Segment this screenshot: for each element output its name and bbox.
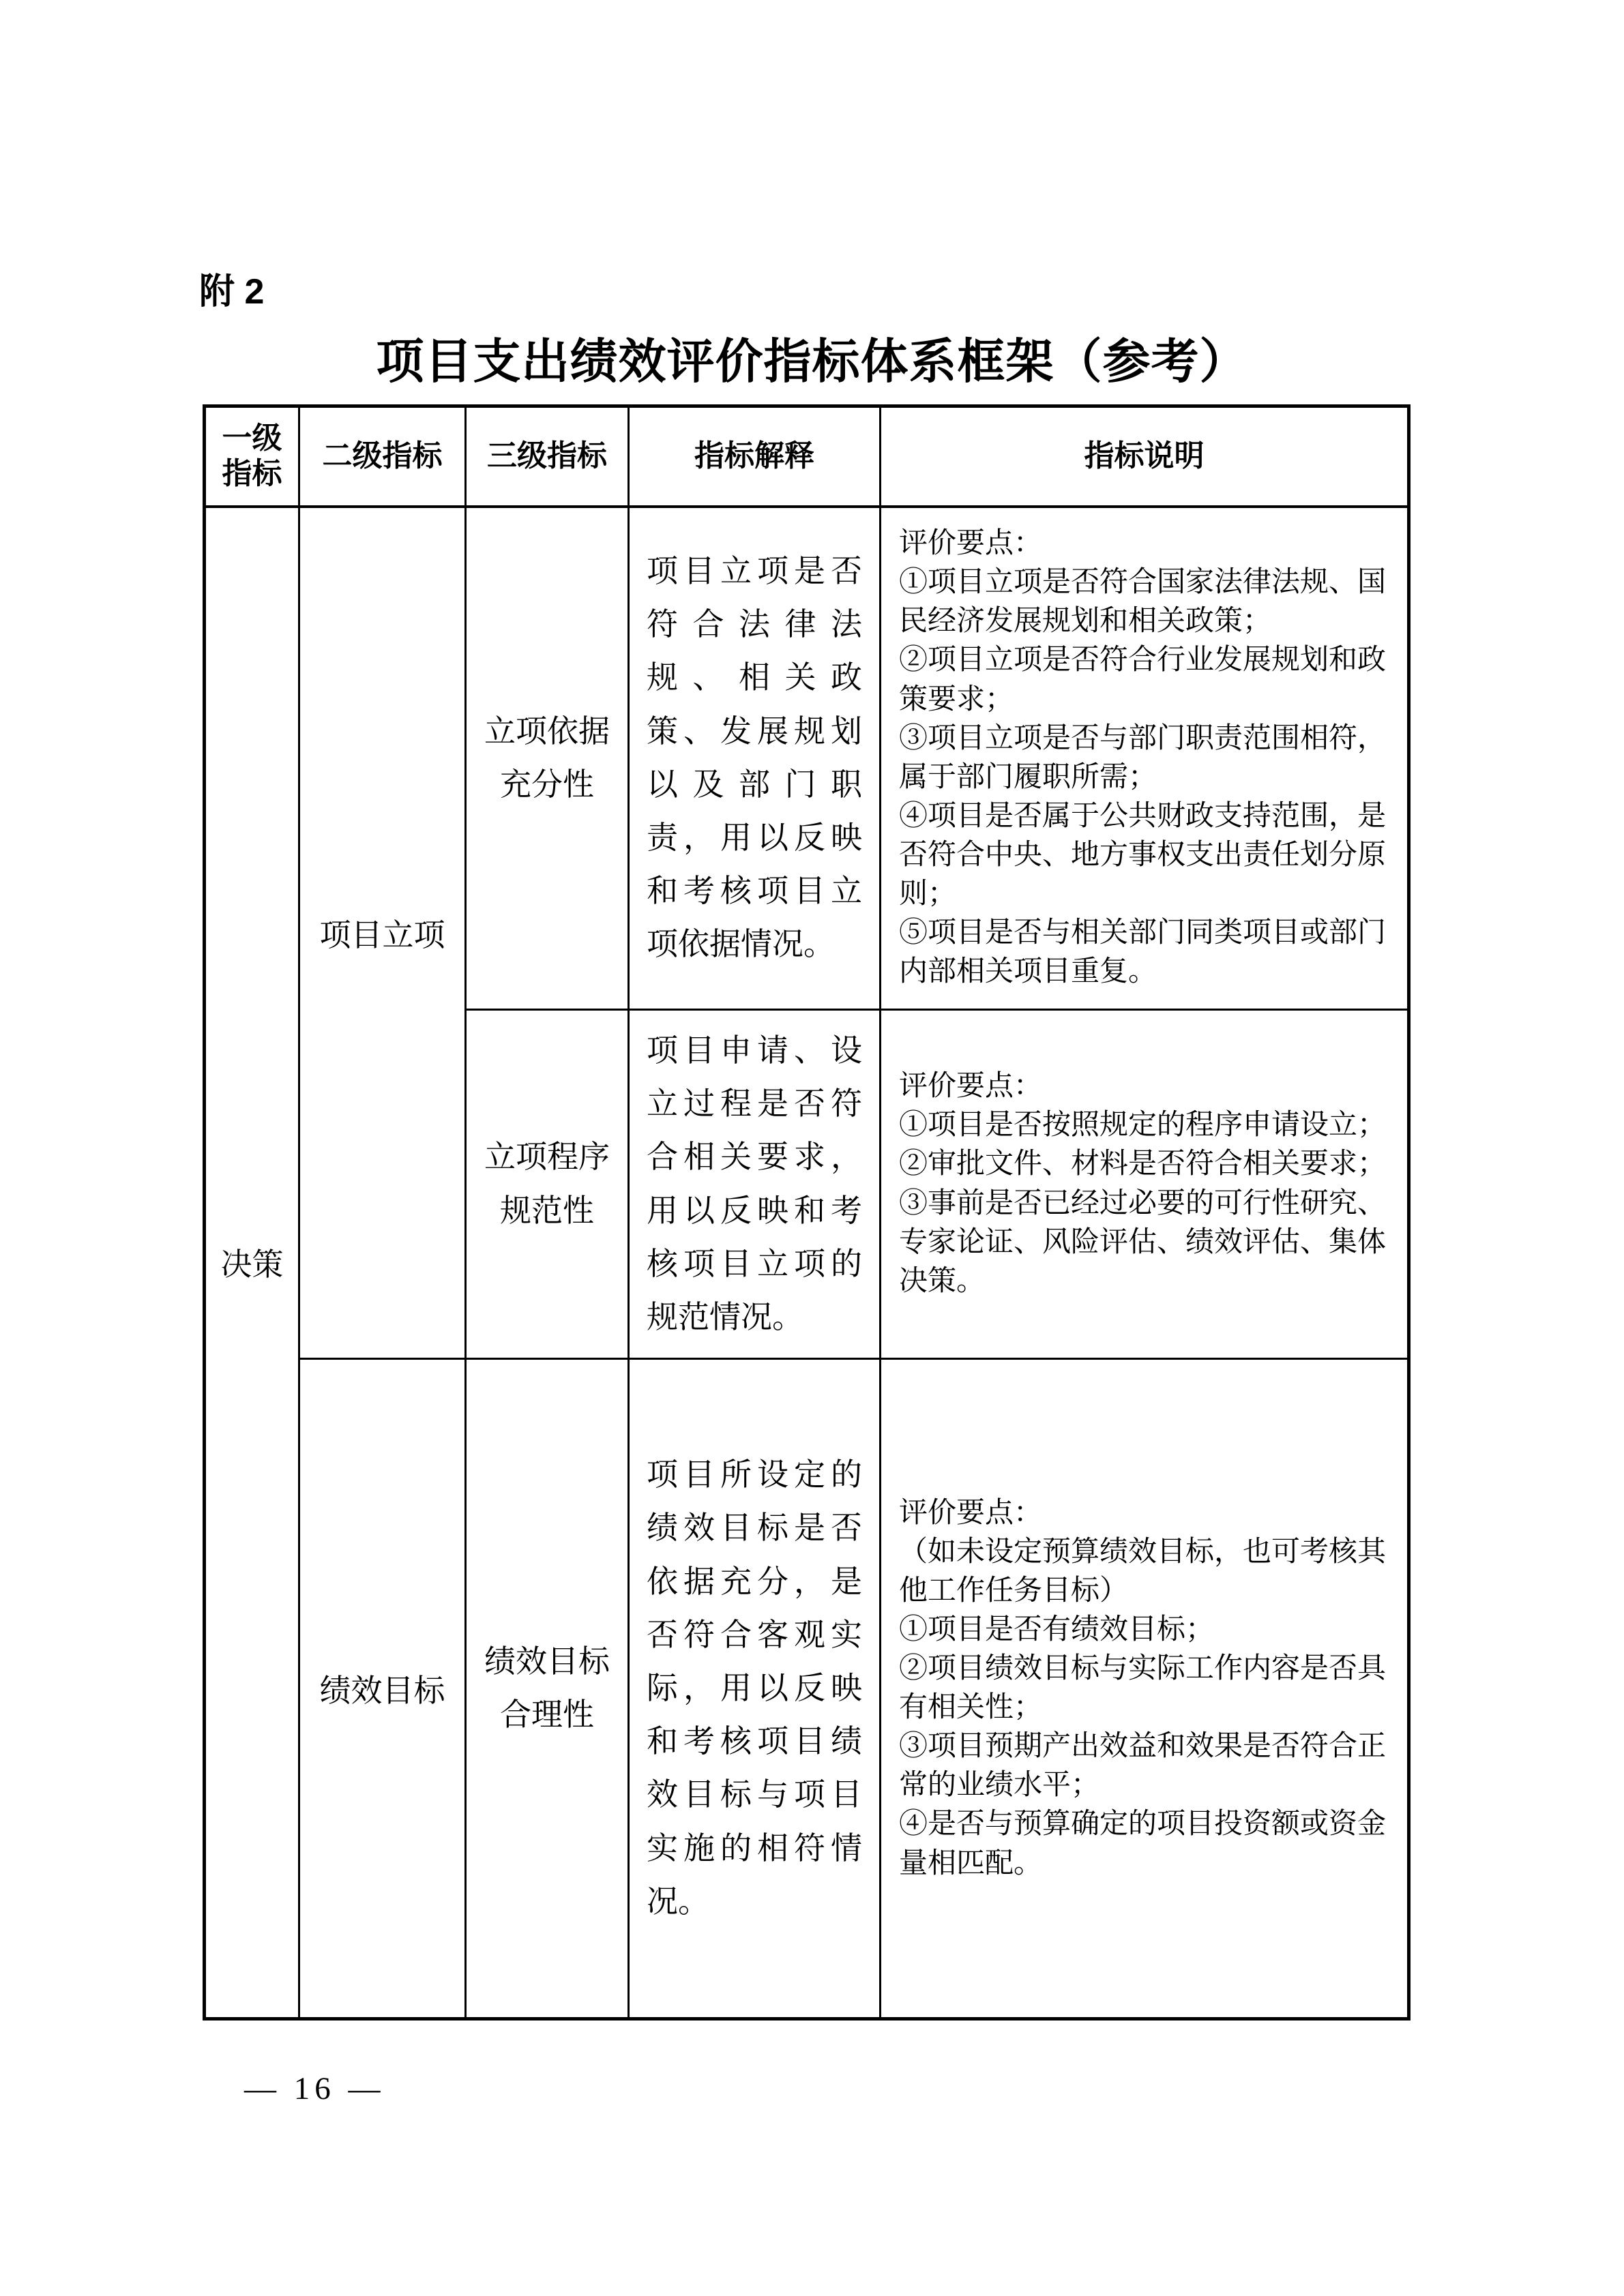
table-row — [205, 1359, 1409, 2019]
description-line: ④项目是否属于公共财政支持范围，是否符合中央、地方事权支出责任划分原则； — [899, 800, 1387, 910]
cell-explanation: 项目所设定的绩效目标是否依据充分，是否符合客观实际，用以反映和考核项目绩效目标与项目实施的相符情况。 — [629, 1359, 881, 2019]
cell-level1-decision: 决策 — [205, 507, 299, 2019]
description-line: ②审批文件、材料是否符合相关要求； — [899, 1148, 1387, 1180]
header-level1-indicator: 一级指标 — [205, 406, 299, 507]
description-line: ④是否与预算确定的项目投资额或资金量相匹配。 — [899, 1808, 1387, 1879]
cell-level3-goal-reasonableness — [466, 1359, 629, 2019]
cell-explanation: 项目申请、设立过程是否符合相关要求，用以反映和考核项目立项的规范情况。 — [629, 1010, 881, 1359]
level3-label-line: 规范性 — [500, 1193, 594, 1228]
level3-label-line: 立项依据 — [484, 713, 610, 749]
description-line: ②项目绩效目标与实际工作内容是否具有相关性； — [899, 1653, 1387, 1724]
description-line: （如未设定预算绩效目标，也可考核其他工作任务目标） — [899, 1536, 1387, 1607]
description-line: ①项目是否有绩效目标； — [899, 1613, 1215, 1645]
description-line: ⑤项目是否与相关部门同类项目或部门内部相关项目重复。 — [899, 917, 1387, 988]
level3-label-line: 充分性 — [500, 766, 594, 802]
level3-label-line: 合理性 — [500, 1697, 594, 1733]
description-line: 评价要点： — [899, 1071, 1043, 1103]
header-level2-indicator: 二级指标 — [299, 406, 466, 507]
description-line: ①项目立项是否符合国家法律法规、国民经济发展规划和相关政策； — [899, 567, 1387, 638]
cell-level2-project-initiation: 项目立项 — [299, 507, 466, 1359]
cell-description — [881, 507, 1409, 1010]
cell-description — [881, 1010, 1409, 1359]
header-indicator-explanation: 指标解释 — [629, 406, 881, 507]
table-row — [205, 507, 1409, 1010]
description-line: ①项目是否按照规定的程序申请设立； — [899, 1109, 1387, 1142]
cell-level3-initiation-procedure — [466, 1010, 629, 1359]
description-line: 评价要点： — [899, 528, 1043, 560]
description-line: ③项目立项是否与部门职责范围相符，属于部门履职所需； — [899, 722, 1387, 793]
cell-explanation: 项目立项是否符合法律法规、相关政策、发展规划以及部门职责，用以反映和考核项目立项依据情况。 — [629, 507, 881, 1010]
description-line: ②项目立项是否符合行业发展规划和政策要求； — [899, 644, 1387, 715]
header-level3-indicator: 三级指标 — [466, 406, 629, 507]
attachment-label: 附 2 — [199, 272, 265, 312]
level3-label-line: 立项程序 — [484, 1139, 610, 1175]
description-line: 评价要点： — [899, 1497, 1043, 1529]
level3-label-line: 绩效目标 — [484, 1643, 610, 1679]
description-line: ③项目预期产出效益和效果是否符合正常的业绩水平； — [899, 1731, 1387, 1802]
description-line: ③事前是否已经过必要的可行性研究、专家论证、风险评估、绩效评估、集体决策。 — [899, 1187, 1387, 1297]
cell-level3-initiation-basis — [466, 507, 629, 1010]
page-title: 项目支出绩效评价指标体系框架（参考） — [376, 336, 1248, 389]
header-indicator-description: 指标说明 — [881, 406, 1409, 507]
cell-description — [881, 1359, 1409, 2019]
table-header-row — [205, 406, 1409, 507]
indicator-framework-table — [203, 404, 1411, 2021]
cell-level2-performance-goal: 绩效目标 — [299, 1359, 466, 2019]
page-number: — 16 — — [244, 2071, 385, 2106]
